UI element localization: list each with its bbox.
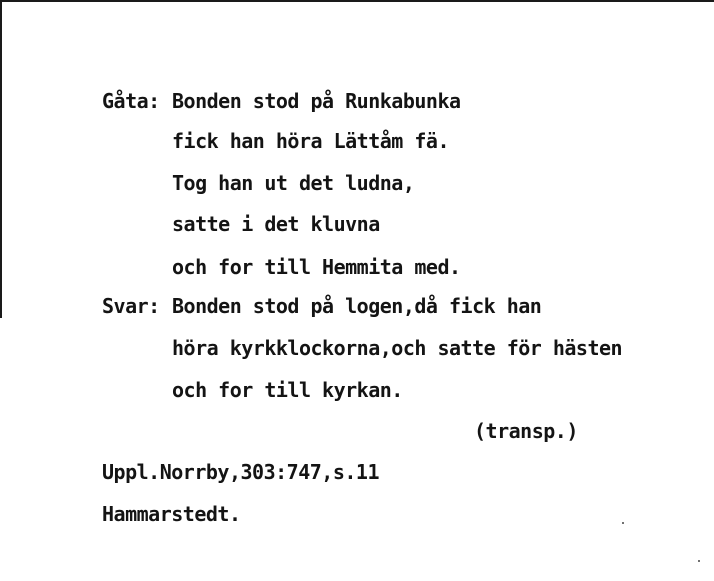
collector-name: Hammarstedt. <box>102 502 241 526</box>
answer-line-2: höra kyrkklockorna,och satte för hästen <box>172 336 623 360</box>
riddle-line-3: Tog han ut det ludna, <box>172 171 415 195</box>
source-reference: Uppl.Norrby,303:747,s.11 <box>102 460 379 484</box>
transcription-note: (transp.) <box>474 419 578 443</box>
riddle-text-1: Bonden stod på Runkabunka <box>172 89 461 113</box>
answer-line-1 <box>102 294 541 318</box>
card-border-top <box>0 0 714 2</box>
riddle-line-5: och for till Hemmita med. <box>172 255 461 279</box>
riddle-line-2: fick han höra Lättåm fä. <box>172 129 449 153</box>
card-border-left <box>0 0 2 318</box>
paper-speck <box>622 522 624 524</box>
riddle-line-4: satte i det kluvna <box>172 212 380 236</box>
answer-text-1: Bonden stod på logen,då fick han <box>172 294 542 318</box>
answer-label: Svar: <box>102 294 160 318</box>
riddle-label: Gåta: <box>102 89 160 113</box>
paper-speck <box>698 560 700 562</box>
answer-line-3: och for till kyrkan. <box>172 378 403 402</box>
riddle-line-1 <box>102 89 461 113</box>
